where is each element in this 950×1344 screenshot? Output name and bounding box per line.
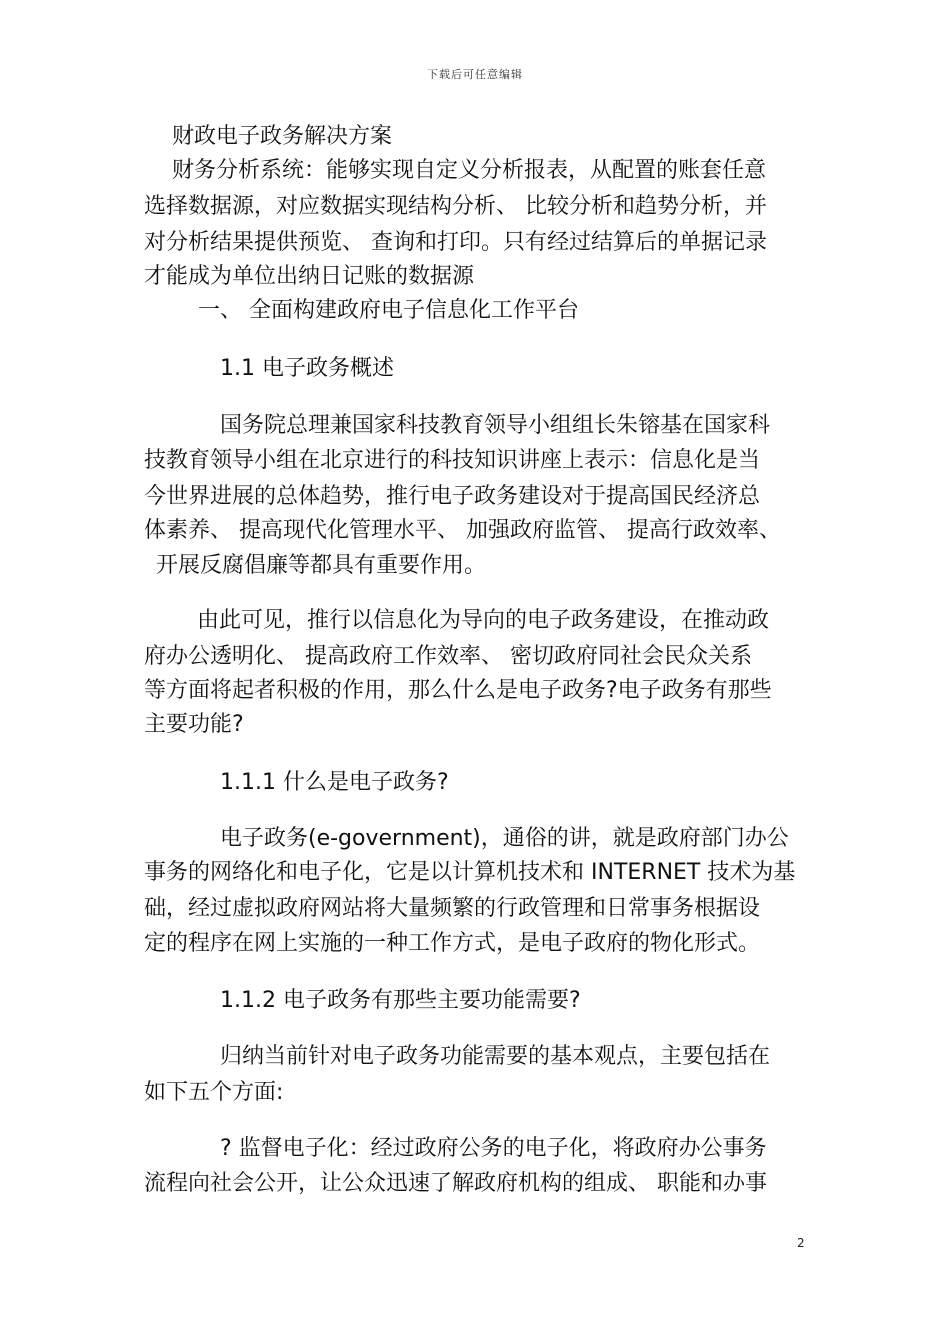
body-line: 归纳当前针对电子政务功能需要的基本观点，主要包括在 <box>220 1044 771 1069</box>
body-line: 事务的网络化和电子化，它是以计算机技术和 INTERNET 技术为基 <box>144 860 796 885</box>
body-line: ? 监督电子化：经过政府公务的电子化，将政府办公事务 <box>220 1136 767 1161</box>
body-line: 才能成为单位出纳日记账的数据源 <box>144 264 475 289</box>
body-line: 今世界进展的总体趋势，推行电子政务建设对于提高国民经济总 <box>144 484 761 509</box>
body-line: 如下五个方面: <box>144 1080 284 1105</box>
page-number: 2 <box>797 1236 805 1250</box>
section-heading: 一、 全面构建政府电子信息化工作平台 <box>198 298 579 323</box>
body-line: 等方面将起者积极的作用，那么什么是电子政务?电子政务有那些 <box>144 678 772 703</box>
body-line: 体素养、 提高现代化管理水平、 加强政府监管、 提高行政效率、 <box>144 518 781 543</box>
subsection-heading: 1.1.1 什么是电子政务? <box>220 770 449 795</box>
body-line: 主要功能? <box>144 712 244 737</box>
body-line: 选择数据源，对应数据实现结构分析、 比较分析和趋势分析，并 <box>144 194 767 219</box>
body-line: 府办公透明化、 提高政府工作效率、 密切政府同社会民众关系 <box>144 644 752 669</box>
body-line: 定的程序在网上实施的一种工作方式，是电子政府的物化形式。 <box>144 931 761 956</box>
body-line: 对分析结果提供预览、 查询和打印。只有经过结算后的单据记录 <box>144 230 767 255</box>
body-line: 础，经过虚拟政府网站将大量频繁的行政管理和日常事务根据设 <box>144 896 761 921</box>
body-line: 国务院总理兼国家科技教育领导小组组长朱镕基在国家科 <box>220 413 771 438</box>
body-line: 由此可见，推行以信息化为导向的电子政务建设，在推动政 <box>197 608 770 633</box>
body-line: 电子政务(e-government)，通俗的讲，就是政府部门办公 <box>220 826 789 851</box>
body-line: 流程向社会公开，让公众迅速了解政府机构的组成、 职能和办事 <box>144 1171 767 1196</box>
subsection-heading: 1.1.2 电子政务有那些主要功能需要? <box>220 988 581 1013</box>
page-header: 下载后可任意编辑 <box>427 68 523 81</box>
body-line: 开展反腐倡廉等都具有重要作用。 <box>156 553 487 578</box>
subsection-heading: 1.1 电子政务概述 <box>220 356 394 381</box>
body-line: 财务分析系统：能够实现自定义分析报表，从配置的账套任意 <box>172 158 767 183</box>
document-title: 财政电子政务解决方案 <box>172 124 393 149</box>
body-line: 技教育领导小组在北京进行的科技知识讲座上表示：信息化是当 <box>144 448 761 473</box>
